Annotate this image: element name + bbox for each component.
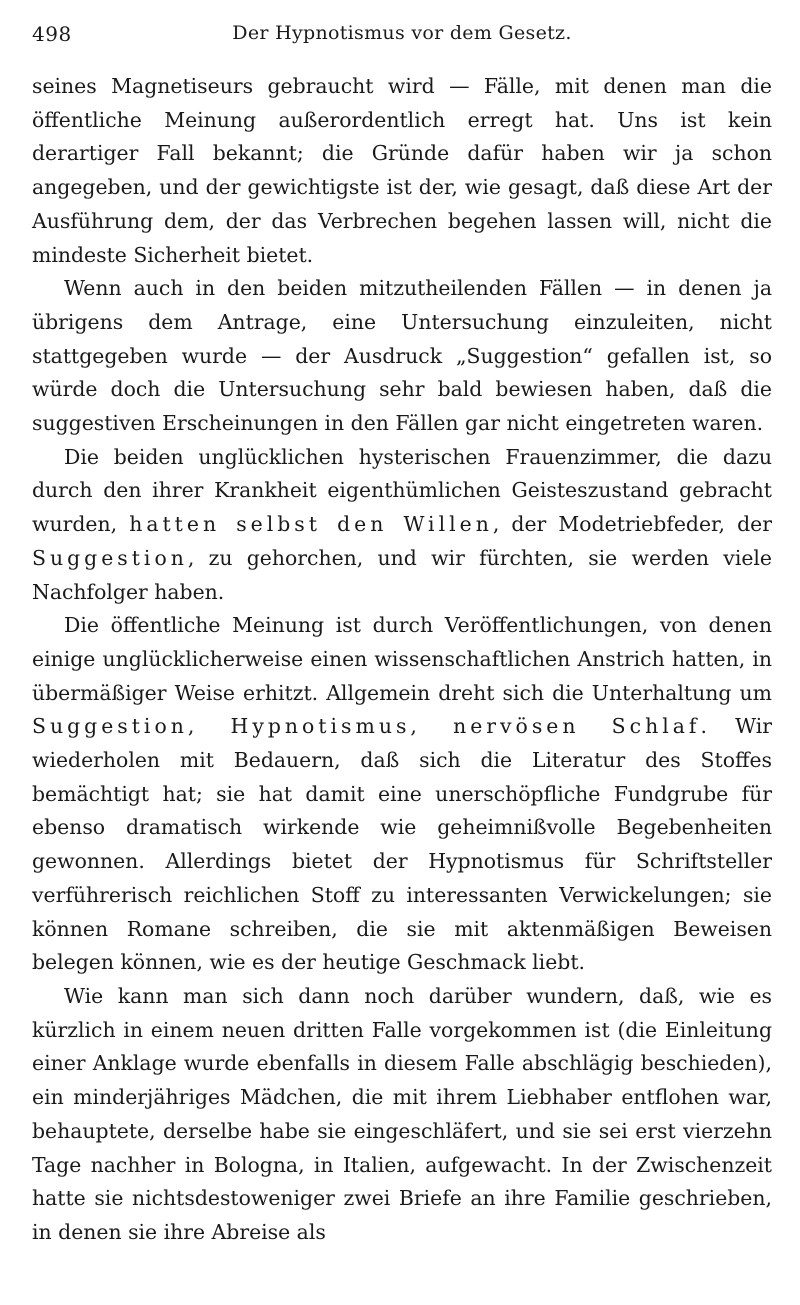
text-run: seines Magnetiseurs gebraucht wird — Fälle, mit denen man die öffentliche Meinung außerordentlich erregt hat. Uns ist kein derartiger Fall bekannt; die Gründe dafür haben wir ja schon angegeben, und der gewichtigste ist der, wie gesagt, daß diese Art der Ausführung dem, der das Verbrechen begehen lassen will, nicht die mindeste Sicherheit bietet. bbox=[32, 74, 772, 267]
text-run: Die beiden unglücklichen hysterischen Frauenzimmer, die dazu durch den ihrer Krankheit eigenthümlichen Geisteszustand gebracht wurden, bbox=[32, 444, 772, 537]
paragraph bbox=[32, 70, 772, 272]
body-text bbox=[32, 70, 772, 1250]
paragraph bbox=[32, 609, 772, 980]
emphasized-text: hatten selbst den Willen bbox=[129, 512, 493, 537]
text-run: Wenn auch in den beiden mitzutheilenden Fällen — in denen ja übrigens dem Antrage, eine Untersuchung einzuleiten, nicht stattgegeben wurde — der Ausdruck „Suggestion“ gefallen ist, so würde doch die Untersuchung sehr bald bewiesen haben, daß die suggestiven Erscheinungen in den Fällen gar nicht eingetreten waren. bbox=[32, 276, 772, 436]
text-run: Wie kann man sich dann noch darüber wundern, daß, wie es kürzlich in einem neuen dritten Falle vorgekommen ist (die Einleitung einer Anklage wurde ebenfalls in diesem Falle abschlägig beschieden), ein minderjähriges Mädchen, die mit ihrem Liebhaber entflohen war, behauptete, derselbe habe sie eingeschläfert, und sie sei erst vierzehn Tage nachher in Bologna, in Italien, aufgewacht. In der Zwischenzeit hatte sie nichtsdestoweniger zwei Briefe an ihre Familie geschrieben, in denen sie ihre Abreise als bbox=[32, 983, 772, 1244]
paragraph bbox=[32, 272, 772, 441]
paragraph bbox=[32, 441, 772, 610]
page-header bbox=[32, 22, 772, 52]
text-run: . Wir wiederholen mit Bedauern, daß sich die Literatur des Stoffes bemächtigt hat; sie hat damit eine unerschöpfliche Fundgrube für ebenso dramatisch wirkende wie geheimnißvolle Begebenheiten gewonnen. Allerdings bietet der Hypnotismus für Schriftsteller verführerisch reichlichen Stoff zu interessanten Verwickelungen; sie können Romane schreiben, die sie mit aktenmäßigen Beweisen belegen können, wie es der heutige Geschmack liebt. bbox=[32, 714, 772, 975]
emphasized-text: Suggestion, Hypnotismus, nervösen Schlaf bbox=[32, 714, 701, 739]
running-title: Der Hypnotismus vor dem Gesetz. bbox=[232, 22, 572, 44]
text-run: , zu gehorchen, und wir fürchten, sie werden viele Nachfolger haben. bbox=[32, 545, 772, 604]
paragraph bbox=[32, 980, 772, 1250]
text-run: , der Modetriebfeder, der bbox=[492, 512, 772, 537]
page-number: 498 bbox=[32, 22, 72, 46]
text-run: Die öffentliche Meinung ist durch Veröffentlichungen, von denen einige unglücklicherweise einen wissenschaftlichen Anstrich hatten, in übermäßiger Weise erhitzt. Allgemein dreht sich die Unterhaltung um bbox=[32, 613, 772, 705]
emphasized-text: Suggestion bbox=[32, 545, 188, 570]
